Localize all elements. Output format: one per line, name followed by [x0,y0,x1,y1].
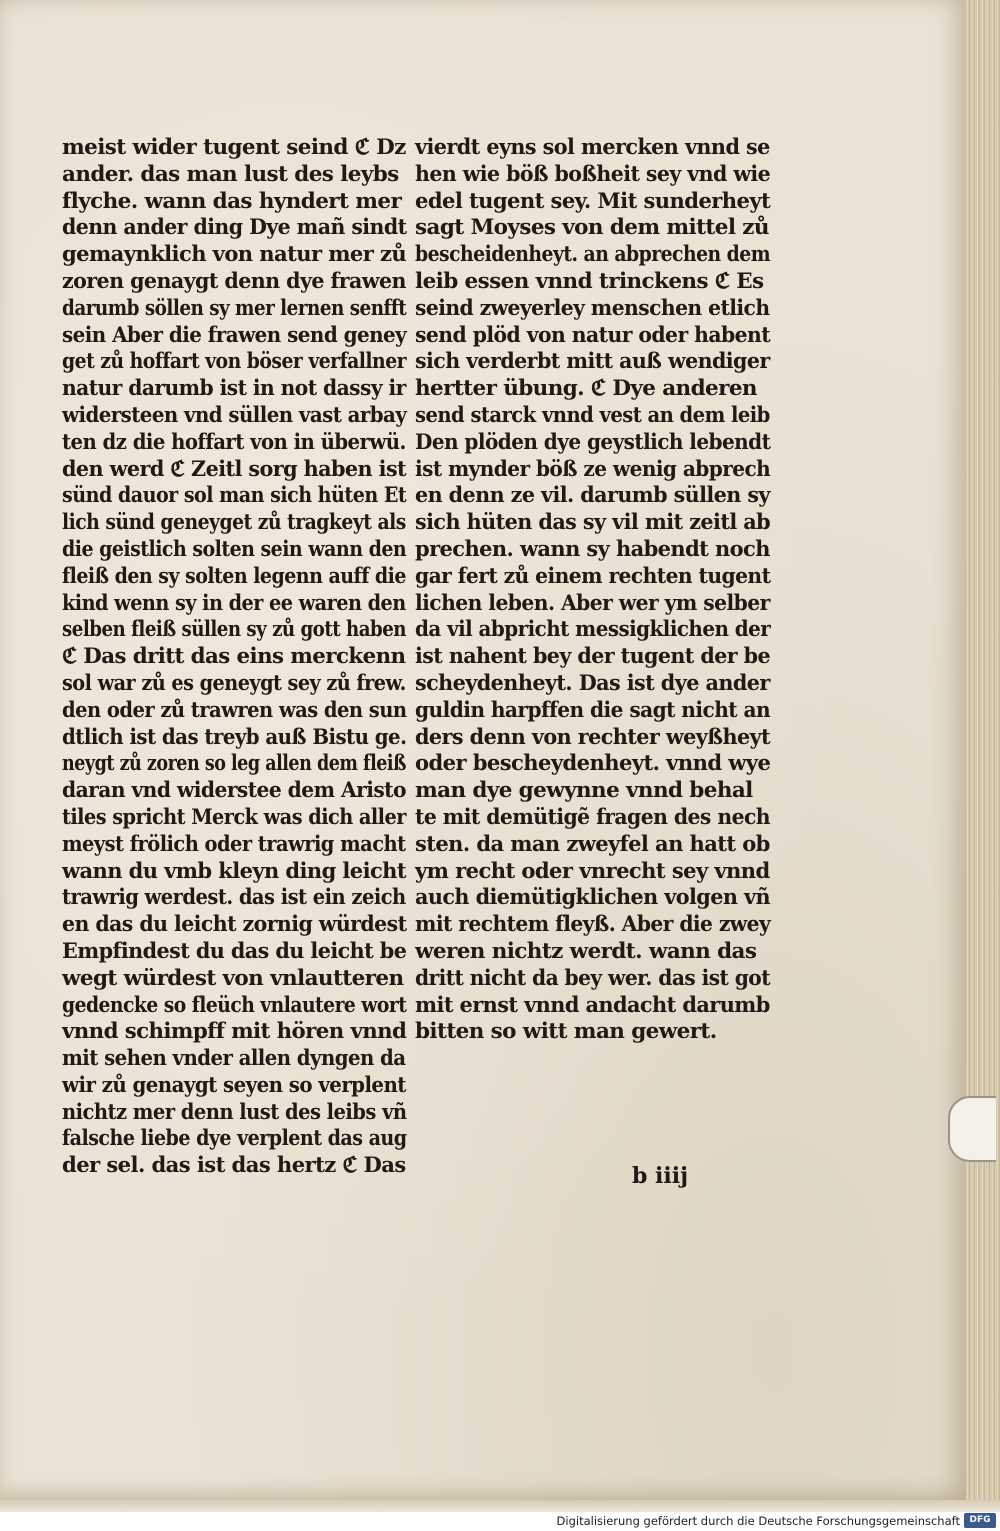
text-line: sich verderbt mitt auß wendiger [415,349,770,375]
text-line: kind wenn sy in der ee waren den [62,590,406,616]
text-line: gemaynklich von natur mer zů [62,242,407,268]
text-line: selben fleiß süllen sy zů gott haben [62,617,407,643]
text-line: sten. da man zweyfel an hatt ob [415,831,770,857]
text-line: daran vnd widerstee dem Aristo [62,778,406,804]
left-text-column [62,135,406,1180]
text-line: get zů hoffart von böser verfallner [62,349,407,375]
text-line: vierdt eyns sol mercken vnnd se [415,135,770,160]
text-line: leib essen vnnd trinckens ℭ Es [415,268,764,294]
text-line: oder bescheydenheyt. vnnd wye [415,751,771,777]
signature-mark: b iiij [632,1163,689,1189]
text-line: edel tugent sey. Mit sunderheyt [415,188,771,214]
text-line: flyche. wann das hyndert mer [62,188,402,214]
text-line: nichtz mer denn lust des leibs vñ [62,1099,407,1125]
text-line: sagt Moyses von dem mittel zů [415,215,769,241]
text-line: mit sehen vnder allen dyngen da [62,1046,406,1072]
footer-credit: Digitalisierung gefördert durch die Deutsche Forschungsgemeinschaft [556,1514,960,1528]
text-line: tiles spricht Merck was dich aller [62,804,406,830]
text-line: wir zů genaygt seyen so verplent [62,1072,406,1098]
text-line: weren nichtz werdt. wann das [415,938,757,964]
text-line: ten dz die hoffart von in überwü. [62,429,406,455]
text-line: prechen. wann sy habendt noch [415,536,770,562]
text-line: en denn ze vil. darumb süllen sy [415,483,770,509]
page-clip [948,1096,996,1162]
text-line: sol war zů es geneygt sey zů frew. [62,670,406,696]
text-line: mit rechtem fleyß. Aber die zwey [415,912,771,938]
text-line: falsche liebe dye verplent das aug [62,1126,407,1152]
right-text-column [415,135,770,1046]
text-line: hen wie böß boßheit sey vnd wie [415,161,771,187]
text-line: sein Aber die frawen send geney [62,322,407,348]
text-line: ym recht oder vnrecht sey vnnd [415,858,770,884]
text-line: mit ernst vnnd andacht darumb [415,992,770,1018]
text-line: da vil abpricht messigklichen der [415,617,771,643]
text-line: gar fert zů einem rechten tugent [415,563,771,589]
text-line: send starck vnnd vest an dem leib [415,402,770,428]
text-line: trawrig werdest. das ist ein zeich [62,885,406,911]
text-line: wegt würdest von vnlautteren [62,965,404,991]
text-line: ist nahent bey der tugent der be [415,644,771,670]
text-line: meist wider tugent seind ℭ Dz [62,135,406,160]
text-line: neygt zů zoren so leg allen dem fleiß [62,751,406,777]
text-line: send plöd von natur oder habent [415,322,771,348]
text-line: sich hüten das sy vil mit zeitl ab [415,510,771,536]
text-line: denn ander ding Dye mañ sindt [62,215,407,241]
text-line: ders denn von rechter weyßheyt [415,724,771,750]
text-line: fleiß den sy solten legenn auff die [62,563,406,589]
text-line: auch diemütigklichen volgen vñ [415,885,770,911]
text-line: wann du vmb kleyn ding leicht [62,858,406,884]
text-line: bitten so witt man gewert. [415,1019,717,1045]
text-line: den werd ℭ Zeitl sorg haben ist [62,456,407,482]
text-line: der sel. das ist das hertz ℭ Das [62,1153,406,1179]
text-line: man dye gewynne vnnd behal [415,778,753,804]
text-line: den oder zů trawren was den sun [62,697,407,723]
page-edges [966,0,1000,1512]
text-line: meyst frölich oder trawrig macht [62,831,406,857]
dfg-logo-icon: DFG [964,1513,996,1528]
text-line: natur darumb ist in not dassy ir [62,376,406,402]
text-line: lichen leben. Aber wer ym selber [415,590,770,616]
text-line: Den plöden dye geystlich lebendt [415,429,771,455]
text-line: ℭ Das dritt das eins merckenn [62,644,406,670]
text-line: widersteen vnd süllen vast arbay [62,402,407,428]
text-line: seind zweyerley menschen etlich [415,295,770,321]
text-line: en das du leicht zornig würdest [62,912,407,938]
text-line: hertter übung. ℭ Dye anderen [415,376,757,402]
text-line: dtlich ist das treyb auß Bistu ge. [62,724,407,750]
text-line: ist mynder böß ze wenig abprech [415,456,771,482]
text-line: te mit demütigẽ fragen des nech [415,804,771,830]
text-line: lich sünd geneyget zů tragkeyt als [62,510,406,536]
text-line: vnnd schimpff mit hören vnnd [62,1019,407,1045]
page-bottom-edge [0,1500,1000,1512]
text-line: dritt nicht da bey wer. das ist got [415,965,770,991]
text-line: darumb söllen sy mer lernen senfft [62,295,407,321]
text-line: Empfindest du das du leicht be [62,938,407,964]
text-line: bescheidenheyt. an abprechen dem [415,242,771,268]
text-line: guldin harpffen die sagt nicht an [415,697,771,723]
text-line: zoren genaygt denn dye frawen [62,268,406,294]
text-line: gedencke so fleüch vnlautere wort [62,992,407,1018]
text-line: die geistlich solten sein wann den [62,536,407,562]
text-line: sünd dauor sol man sich hüten Et [62,483,407,509]
text-line: scheydenheyt. Das ist dye ander [415,670,770,696]
text-line: ander. das man lust des leybs [62,161,399,187]
